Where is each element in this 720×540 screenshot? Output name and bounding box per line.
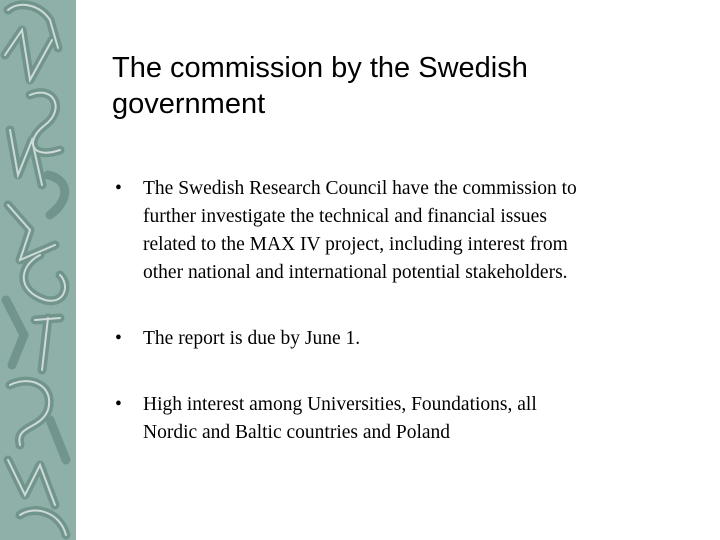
title-line: government	[112, 88, 266, 120]
calligraphy-band	[0, 0, 76, 540]
title-line: The commission by the Swedish	[112, 52, 528, 84]
bullet-item	[112, 325, 682, 353]
bullet-text-line: The report is due by June 1.	[143, 328, 361, 349]
bullet-icon: •	[115, 328, 122, 349]
bullet-text-line: Nordic and Baltic countries and Poland	[143, 422, 451, 443]
bullet-text-line: High interest among Universities, Foundations, all	[143, 394, 537, 415]
slide-title	[112, 50, 672, 122]
bullet-text-line: further investigate the technical and financial issues	[143, 206, 547, 227]
bullet-list	[112, 175, 682, 447]
calligraphy-pattern-icon	[0, 0, 76, 540]
bullet-text-line: other national and international potential stakeholders.	[143, 262, 568, 283]
bullet-item	[112, 175, 682, 287]
bullet-text-line: related to the MAX IV project, including interest from	[143, 234, 568, 255]
bullet-icon: •	[115, 394, 122, 415]
bullet-text-line: The Swedish Research Council have the commission to	[143, 178, 577, 199]
bullet-icon: •	[115, 178, 122, 199]
bullet-item	[112, 391, 682, 447]
